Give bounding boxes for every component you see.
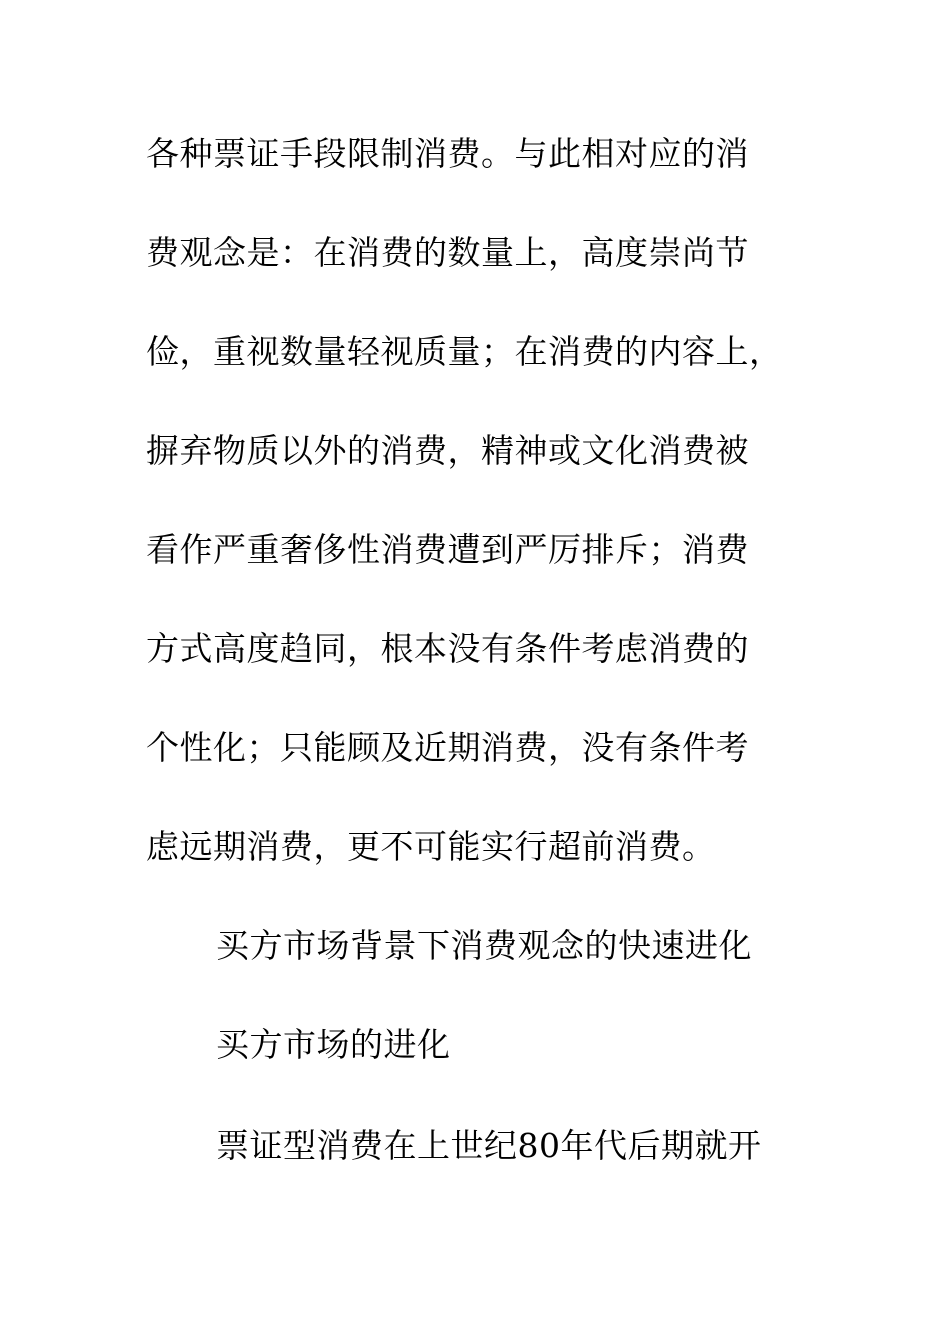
paragraph-line: 各种票证手段限制消费。与此相对应的消 [146, 134, 749, 173]
paragraph-line: 方式高度趋同，根本没有条件考虑消费的 [146, 629, 749, 668]
paragraph-line: 个性化；只能顾及近期消费，没有条件考 [146, 728, 749, 767]
paragraph-line: 看作严重奢侈性消费遭到严厉排斥；消费 [146, 530, 749, 569]
paragraph-line: 费观念是：在消费的数量上，高度崇尚节 [146, 233, 749, 272]
paragraph-line: 摒弃物质以外的消费，精神或文化消费被 [146, 431, 749, 470]
paragraph-line: 俭，重视数量轻视质量；在消费的内容上， [146, 332, 783, 371]
section-heading: 买方市场背景下消费观念的快速进化 [216, 926, 752, 965]
paragraph-line: 虑远期消费，更不可能实行超前消费。 [146, 827, 716, 866]
paragraph-line: 票证型消费在上世纪80年代后期就开 [216, 1126, 762, 1165]
subsection-heading: 买方市场的进化 [216, 1025, 451, 1064]
